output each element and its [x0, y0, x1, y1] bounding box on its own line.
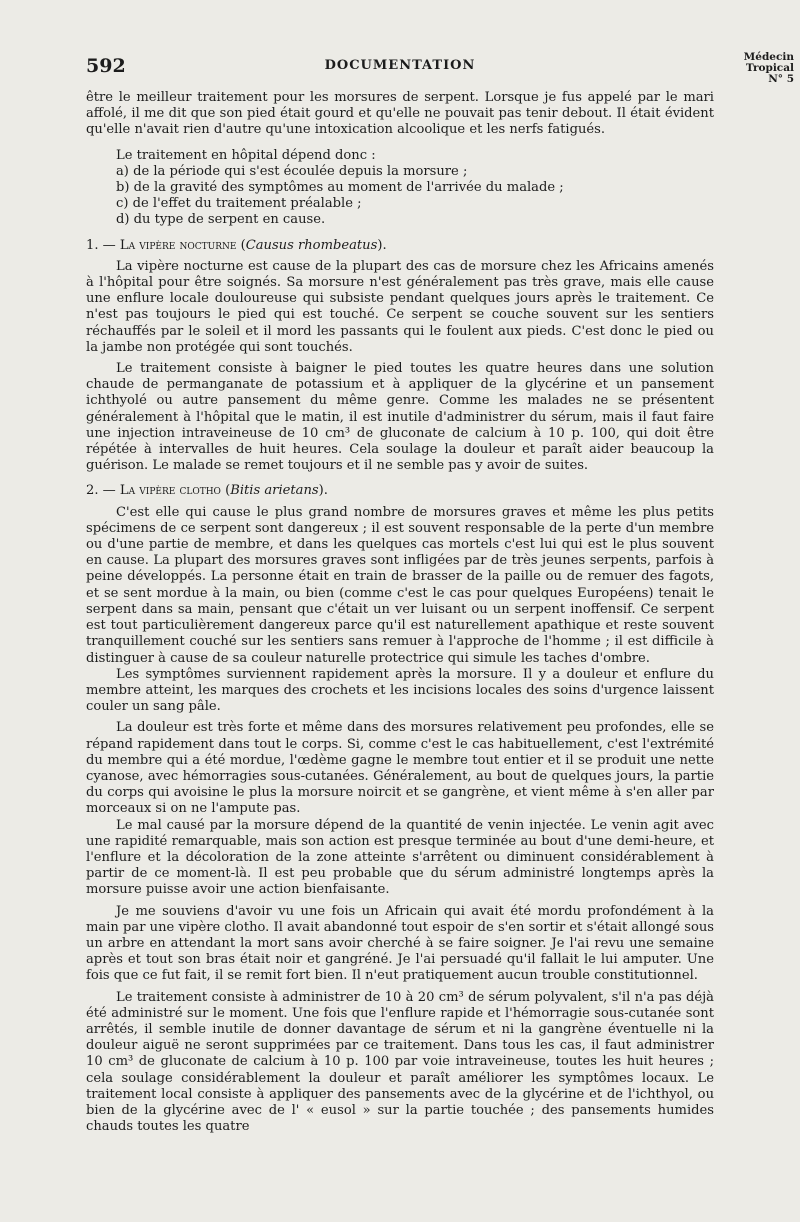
paragraph: Le mal causé par la morsure dépend de la quantité de venin injectée. Le venin agit avec une rapidité remarquable, mais son action est presque terminée au bout d'une demi-heure, et l'enflure et la décoloration de la zone atteinte s'arrêtent ou diminuent considérablement à partir de ce moment-là. Il est peu probable que du sérum administré longtemps après la morsure puisse avoir une action bienfaisante. — [86, 817, 714, 898]
latin-name: Bitis arietans — [230, 483, 319, 499]
list-item: b) de la gravité des symptômes au moment de l'arrivée du malade ; — [116, 180, 564, 196]
section-heading-2: 2. — La vipère clotho (Bitis arietans). — [86, 483, 328, 499]
list-item: c) de l'effet du traitement préalable ; — [116, 196, 362, 212]
list-item: a) de la période qui s'est écoulée depuis la morsure ; — [116, 163, 468, 179]
paragraph: Les symptômes surviennent rapidement après la morsure. Il y a douleur et enflure du membre atteint, les marques des crochets et les incisions locales des soins d'urgence laissent couler un sang pâle. — [86, 666, 714, 715]
section-heading-1: 1. — La vipère nocturne (Causus rhombeatus). — [86, 237, 387, 253]
hospital-treatment-lead: Le traitement en hôpital dépend donc : — [116, 147, 376, 163]
continuation-paragraph: être le meilleur traitement pour les morsures de serpent. Lorsque je fus appelé par le mari affolé, il me dit que son pied était gourd et qu'elle ne pouvait pas tenir debout. Il était évident qu'elle n'avait rien d'autre qu'une intoxication alcoolique et les nerfs fatigués. — [86, 90, 714, 138]
paragraph: La vipère nocturne est cause de la plupart des cas de morsure chez les Africains amenés à l'hôpital pour être soignés. Sa morsure n'est généralement pas très grave, mais elle cause une enflure locale douloureuse qui subsiste pendant quelques jours après le traitement. Ce n'est pas toujours le pied qui est touché. Ce serpent se couche souvent sur les sentiers réchauffés par le soleil et il mord les passants qui le foulent aux pieds. C'est donc le pied ou la jambe non protégée qui sont touchés. — [86, 258, 714, 355]
running-header — [0, 0, 800, 85]
paragraph: Le traitement consiste à baigner le pied toutes les quatre heures dans une solution chaude de permanganate de potassium et à appliquer de la glycérine et un pansement ichthyolé ou autre pansement du même genre. Comme les malades ne se présentent généralement à l'hôpital que le matin, il est inutile d'administrer du sérum, mais il faut faire une injection intraveineuse de 10 cm³ de gluconate de calcium à 10 p. 100, qui doit être répétée à intervalles de huit heures. Cela soulage la douleur et paraît aider beaucoup la guérison. Le malade se remet toujours et il ne semble pas y avoir de suites. — [86, 361, 714, 474]
journal-issue: N° 5 — [768, 73, 794, 85]
factor-list — [86, 164, 714, 229]
section-name: La vipère clotho — [119, 483, 221, 499]
article-body — [86, 90, 714, 1135]
paragraph: Je me souviens d'avoir vu une fois un Africain qui avait été mordu profondément à la main par une vipère clotho. Il avait abandonné tout espoir de s'en sortir et s'était allongé sous un arbre en attendant la mort sans avoir cherché à se faire soigner. Je l'ai revu une semaine après et tout son bras était noir et gangréné. Je l'ai persuadé qu'il fallait le lui amputer. Une fois que ce fut fait, il se remit fort bien. Il n'eut pratiquement aucun trouble constitutionnel. — [86, 903, 714, 984]
running-title: DOCUMENTATION — [324, 58, 476, 73]
latin-name: Causus rhombeatus — [245, 237, 378, 253]
paragraph: C'est elle qui cause le plus grand nombre de morsures graves et même les plus petits spécimens de ce serpent sont dangereux ; il est souvent responsable de la perte d'un membre ou d'une partie de membre, et dans les quelques cas mortels c'est lui qui est le plus souvent en cause. La plupart des morsures graves sont infligées par de très jeunes serpents, parfois à peine développés. La personne était en train de brasser de la paille ou de remuer des fagots, et se sent mordue à la main, ou bien (comme c'est le cas pour quelques Européens) tenait le serpent dans sa main, pensant que c'était un ver luisant ou un serpent inoffensif. Ce serpent est tout particulièrement dangereux parce qu'il est naturellement apathique et reste souvent tranquillement couché sur les sentiers sans remuer à l'approche de l'homme ; il est difficile à distinguer à cause de sa couleur naturelle protectrice qui simule les taches d'ombre. — [86, 504, 714, 666]
section-name: La vipère nocturne — [119, 237, 237, 253]
list-item: d) du type de serpent en cause. — [116, 212, 326, 228]
paragraph: Le traitement consiste à administrer de 10 à 20 cm³ de sérum polyvalent, s'il n'a pas déjà été administré sur le moment. Une fois que l'enflure rapide et l'hémorragie sous-cutanée sont arrêtés, il semble inutile de donner davantage de sérum et ni la gangrène éventuelle ni la douleur aiguë ne seront supprimées par ce traitement. Dans tous les cas, il faut administrer 10 cm³ de gluconate de calcium à 10 p. 100 par voie intraveineuse, toutes les huit heures ; cela soulage considérablement la douleur et paraît améliorer les symptômes locaux. Le traitement local consiste à appliquer des pansements avec de la glycérine et de l'ichthyol, ou bien de la glycérine avec de l' « eusol » sur la partie touchée ; des pansements humides chauds toutes les quatre — [86, 989, 714, 1135]
journal-mark — [744, 52, 794, 85]
journal-name-line-2: Tropical — [745, 62, 794, 74]
paragraph: La douleur est très forte et même dans des morsures relativement peu profondes, elle se répand rapidement dans tout le corps. Si, comme c'est le cas habituellement, c'est l'extrémité du membre qui a été mordue, l'œdème gagne le membre tout entier et il se produit une nette cyanose, avec hémorragies sous-cutanées. Généralement, au bout de quelques jours, la partie du corps qui avoisine le plus la morsure noircit et se gangrène, et vient même à s'en aller par morceaux si on ne l'ampute pas. — [86, 720, 714, 817]
journal-name-line-1: Médecin — [743, 51, 794, 63]
page-number: 592 — [86, 55, 126, 77]
